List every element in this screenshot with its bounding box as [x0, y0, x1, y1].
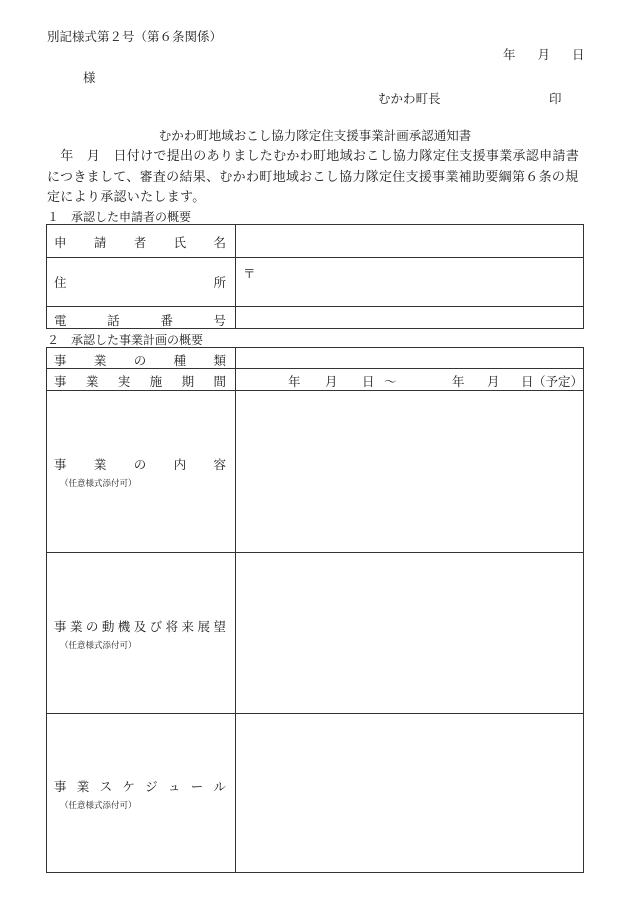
- period-tilde: ～: [384, 374, 397, 389]
- label-char: 業: [93, 353, 107, 368]
- label-char: ジ: [145, 779, 158, 794]
- label-char: 将: [165, 619, 179, 634]
- section1-heading: １ 承認した申請者の概要: [47, 210, 192, 224]
- addressee-suffix: 様: [83, 70, 96, 85]
- address-value[interactable]: [236, 258, 583, 306]
- label-char: 種: [173, 353, 187, 368]
- label-char: 業: [76, 779, 90, 794]
- label-char: 実: [117, 374, 131, 389]
- label-char: 機: [117, 619, 131, 634]
- label-char: 内: [173, 457, 187, 472]
- business-period-row: [47, 368, 583, 390]
- business-period-label: [54, 372, 226, 390]
- date-year-label: 年: [503, 47, 516, 62]
- business-content-label-cell: [47, 391, 236, 552]
- label-char: の: [85, 619, 99, 634]
- applicant-name-label-cell: [47, 225, 236, 257]
- postal-mark: 〒: [243, 266, 256, 281]
- label-char: ー: [190, 779, 204, 794]
- label-char: 事: [54, 374, 67, 389]
- issue-date: [503, 45, 585, 63]
- seal-mark: 印: [549, 91, 562, 106]
- business-plan-table: [46, 347, 584, 873]
- business-type-label-cell: [47, 348, 236, 368]
- label-char: 者: [133, 235, 147, 250]
- date-month-label: 月: [537, 47, 551, 62]
- label-char: 容: [213, 457, 226, 472]
- label-char: 及: [133, 619, 147, 634]
- business-content-row: [47, 390, 583, 552]
- document-body: 年 月 日付けで提出のありましたむかわ町地域おこし協力隊定住支援事業承認申請書につきまして、審査の結果、むかわ町地域おこし協力隊定住支援事業補助要綱第６条の規定により承認いたします。: [47, 149, 580, 205]
- applicant-table: [46, 224, 584, 329]
- applicant-name-row: [47, 225, 583, 257]
- period-end-year: 年: [452, 374, 465, 389]
- label-char: 号: [213, 313, 226, 328]
- label-char: 事: [54, 353, 67, 368]
- period-end-day: 日: [521, 374, 534, 389]
- applicant-name-label: [54, 233, 226, 251]
- business-period-label-cell: [47, 369, 236, 390]
- label-char: 名: [213, 235, 226, 250]
- form-identifier: 別記様式第２号（第６条関係）: [47, 29, 223, 44]
- label-char: ュ: [167, 779, 181, 794]
- issuer-name: むかわ町長: [378, 91, 441, 106]
- label-char: 業: [93, 457, 107, 472]
- business-period-value[interactable]: [236, 369, 583, 390]
- label-char: 事: [54, 779, 67, 794]
- label-char: 申: [54, 235, 67, 250]
- label-char: 話: [107, 313, 120, 328]
- phone-value[interactable]: [236, 307, 583, 329]
- address-label-cell: [47, 258, 236, 306]
- business-motive-label: [54, 617, 226, 635]
- label-char: 動: [101, 619, 115, 634]
- label-char: ル: [213, 779, 226, 794]
- label-char: 来: [181, 619, 195, 634]
- label-char: 電: [54, 313, 67, 328]
- applicant-name-value[interactable]: [236, 225, 583, 257]
- period-start-month: 月: [325, 374, 338, 389]
- phone-label: [54, 311, 226, 329]
- business-type-row: [47, 348, 583, 368]
- label-char: 事: [54, 457, 67, 472]
- label-char: ケ: [122, 779, 135, 794]
- period-planned: （予定）: [533, 374, 584, 389]
- label-char: の: [133, 353, 147, 368]
- label-char: 展: [197, 619, 210, 634]
- label-char: 業: [85, 374, 99, 389]
- period-start-day: 日: [362, 374, 375, 389]
- business-content-value[interactable]: [236, 391, 583, 552]
- business-motive-label-cell: [47, 553, 236, 713]
- label-char: 所: [213, 275, 226, 290]
- business-content-label: [54, 455, 226, 473]
- label-char: 事: [54, 619, 67, 634]
- label-char: 業: [69, 619, 83, 634]
- document-title: むかわ町地域おこし協力隊定住支援事業計画承認通知書: [158, 128, 472, 143]
- business-schedule-note: （任意様式添付可）: [60, 801, 137, 811]
- period-start-year: 年: [288, 374, 301, 389]
- label-char: 間: [213, 374, 226, 389]
- date-day-label: 日: [572, 47, 585, 62]
- business-content-note: （任意様式添付可）: [60, 479, 137, 489]
- phone-label-cell: [47, 307, 236, 329]
- address-label: [54, 273, 226, 291]
- label-char: 期: [181, 374, 195, 389]
- period-end-month: 月: [487, 374, 500, 389]
- business-motive-value[interactable]: [236, 553, 583, 713]
- label-char: 望: [213, 619, 226, 634]
- section2-heading: ２ 承認した事業計画の概要: [47, 333, 204, 347]
- label-char: 氏: [173, 235, 187, 250]
- business-schedule-row: [47, 713, 583, 873]
- label-char: の: [133, 457, 147, 472]
- business-schedule-label: [54, 777, 226, 795]
- label-char: 住: [54, 275, 67, 290]
- label-char: ス: [99, 779, 113, 794]
- business-type-value[interactable]: [236, 348, 583, 368]
- business-schedule-label-cell: [47, 714, 236, 873]
- business-motive-note: （任意様式添付可）: [60, 641, 137, 651]
- label-char: 施: [149, 374, 163, 389]
- label-char: 番: [160, 313, 173, 328]
- label-char: 請: [93, 235, 107, 250]
- phone-row: [47, 306, 583, 329]
- label-char: 類: [213, 353, 226, 368]
- business-type-label: [54, 351, 226, 369]
- business-motive-row: [47, 552, 583, 713]
- label-char: び: [149, 619, 163, 634]
- business-schedule-value[interactable]: [236, 714, 583, 873]
- address-row: [47, 257, 583, 306]
